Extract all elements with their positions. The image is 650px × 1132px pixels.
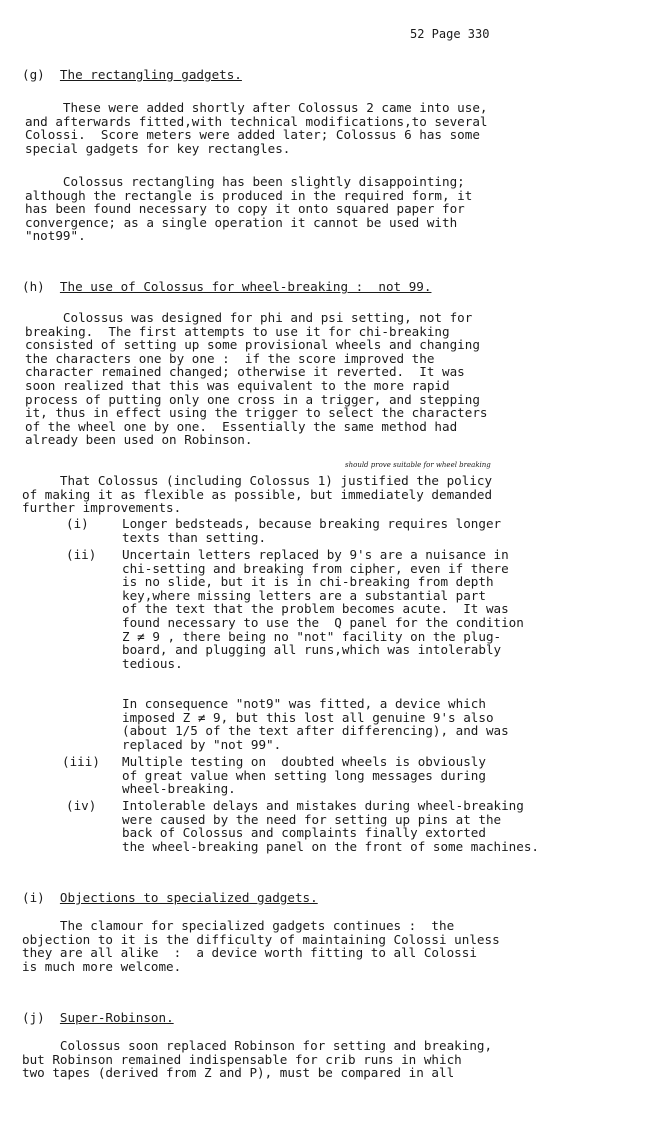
text-line: character remained changed; otherwise it reverted. It was [25, 364, 465, 380]
list-item-number: (iii) [62, 754, 100, 769]
text-line: breaking. The first attempts to use it for chi-breaking [25, 323, 450, 339]
text-line: (about 1/5 of the text after differencing), and was [122, 723, 509, 739]
text-line: Colossi. Score meters were added later; Colossus 6 has some [25, 127, 480, 143]
text-line: of the wheel one by one. Essentially the same method had [25, 418, 458, 434]
section-h-heading [22, 280, 431, 294]
text-line: imposed Z ≠ 9, but this lost all genuine 9's also [122, 709, 494, 725]
text-line: further improvements. [22, 500, 182, 516]
text-line: Colossus soon replaced Robinson for setting and breaking, [22, 1038, 493, 1053]
text-line: wheel-breaking. [122, 781, 236, 797]
section-i-heading [22, 891, 318, 905]
section-h-label: (h) [22, 279, 45, 294]
text-line: found necessary to use the Q panel for the condition [122, 614, 524, 630]
text-line: but Robinson remained indispensable for crib runs in which [22, 1051, 462, 1067]
text-line: the characters one by one : if the score improved the [25, 350, 435, 366]
section-g-paragraph-1 [25, 101, 488, 155]
text-line: consisted of setting up some provisional wheels and changing [25, 337, 480, 353]
text-line: Multiple testing on doubted wheels is obviously [122, 754, 486, 769]
section-i-label: (i) [22, 890, 45, 905]
text-line: That Colossus (including Colossus 1) justified the policy [22, 473, 493, 488]
list-item-text [122, 548, 524, 670]
text-line: of great value when setting long messages during [122, 767, 486, 783]
text-line: it, thus in effect using the trigger to select the characters [25, 405, 488, 421]
section-i-paragraph-1 [22, 919, 500, 973]
text-line: "not99". [25, 228, 86, 244]
section-g-heading [22, 68, 242, 82]
list-item-text [122, 755, 486, 796]
text-line: Uncertain letters replaced by 9's are a nuisance in [122, 547, 509, 562]
page-number: 52 Page 330 [410, 27, 490, 41]
section-j-paragraph-1 [22, 1039, 492, 1080]
list-item-number: (ii) [66, 547, 97, 562]
section-g-label: (g) [22, 67, 45, 82]
text-line: These were added shortly after Colossus 2 came into use, [25, 100, 488, 115]
text-line: and afterwards fitted,with technical modifications,to several [25, 113, 488, 129]
text-line: back of Colossus and complaints finally extorted [122, 825, 486, 841]
section-i-title: Objections to specialized gadgets. [59, 890, 318, 905]
text-line: Intolerable delays and mistakes during wheel-breaking [122, 798, 524, 813]
text-line: key,where missing letters are a substantial part [122, 587, 486, 603]
list-item-text [122, 697, 509, 751]
section-g-paragraph-2 [25, 175, 472, 243]
text-line: Z ≠ 9 , there being no "not" facility on the plug- [122, 628, 502, 644]
text-line: already been used on Robinson. [25, 432, 253, 448]
text-line: replaced by "not 99". [122, 736, 282, 752]
list-item-number: (iv) [66, 798, 97, 813]
section-j-label: (j) [22, 1010, 45, 1025]
text-line: they are all alike : a device worth fitting to all Colossi [22, 945, 477, 961]
text-line: of making it as flexible as possible, but immediately demanded [22, 486, 493, 502]
text-line: texts than setting. [122, 529, 267, 545]
text-line: chi-setting and breaking from cipher, even if there [122, 560, 509, 576]
text-line: has been found necessary to copy it onto squared paper for [25, 201, 465, 217]
list-item-text [122, 799, 539, 853]
section-h-paragraph-1 [25, 311, 488, 447]
text-line: tedious. [122, 655, 183, 671]
text-line: convergence; as a single operation it cannot be used with [25, 214, 458, 230]
section-h-paragraph-2 [22, 474, 492, 515]
section-h-title: The use of Colossus for wheel-breaking : not 99. [59, 279, 432, 294]
text-line: In consequence "not9" was fitted, a device which [122, 696, 486, 711]
text-line: board, and plugging all runs,which was intolerably [122, 642, 502, 658]
text-line: Colossus was designed for phi and psi setting, not for [25, 310, 473, 325]
list-item-text [122, 517, 501, 544]
text-line: of the text that the problem becomes acute. It was [122, 601, 509, 617]
text-line: is no slide, but it is in chi-breaking from depth [122, 574, 494, 590]
text-line: soon realized that this was equivalent to the more rapid [25, 377, 450, 393]
text-line: is much more welcome. [22, 958, 182, 974]
list-item-number: (i) [66, 516, 89, 531]
text-line: Longer bedsteads, because breaking requires longer [122, 516, 502, 531]
section-j-title: Super-Robinson. [59, 1010, 174, 1025]
text-line: were caused by the need for setting up pins at the [122, 811, 502, 827]
text-line: The clamour for specialized gadgets continues : the [22, 918, 455, 933]
text-line: Colossus rectangling has been slightly disappointing; [25, 174, 465, 189]
text-line: the wheel-breaking panel on the front of some machines. [122, 838, 540, 854]
text-line: objection to it is the difficulty of maintaining Colossi unless [22, 931, 500, 947]
text-line: two tapes (derived from Z and P), must be compared in all [22, 1065, 455, 1081]
text-line: special gadgets for key rectangles. [25, 140, 291, 156]
text-line: process of putting only one cross in a trigger, and stepping [25, 391, 480, 407]
section-j-heading [22, 1011, 174, 1025]
section-g-title: The rectangling gadgets. [59, 67, 242, 82]
handwritten-annotation: should prove suitable for wheel breaking [345, 461, 491, 469]
text-line: although the rectangle is produced in the required form, it [25, 187, 473, 203]
